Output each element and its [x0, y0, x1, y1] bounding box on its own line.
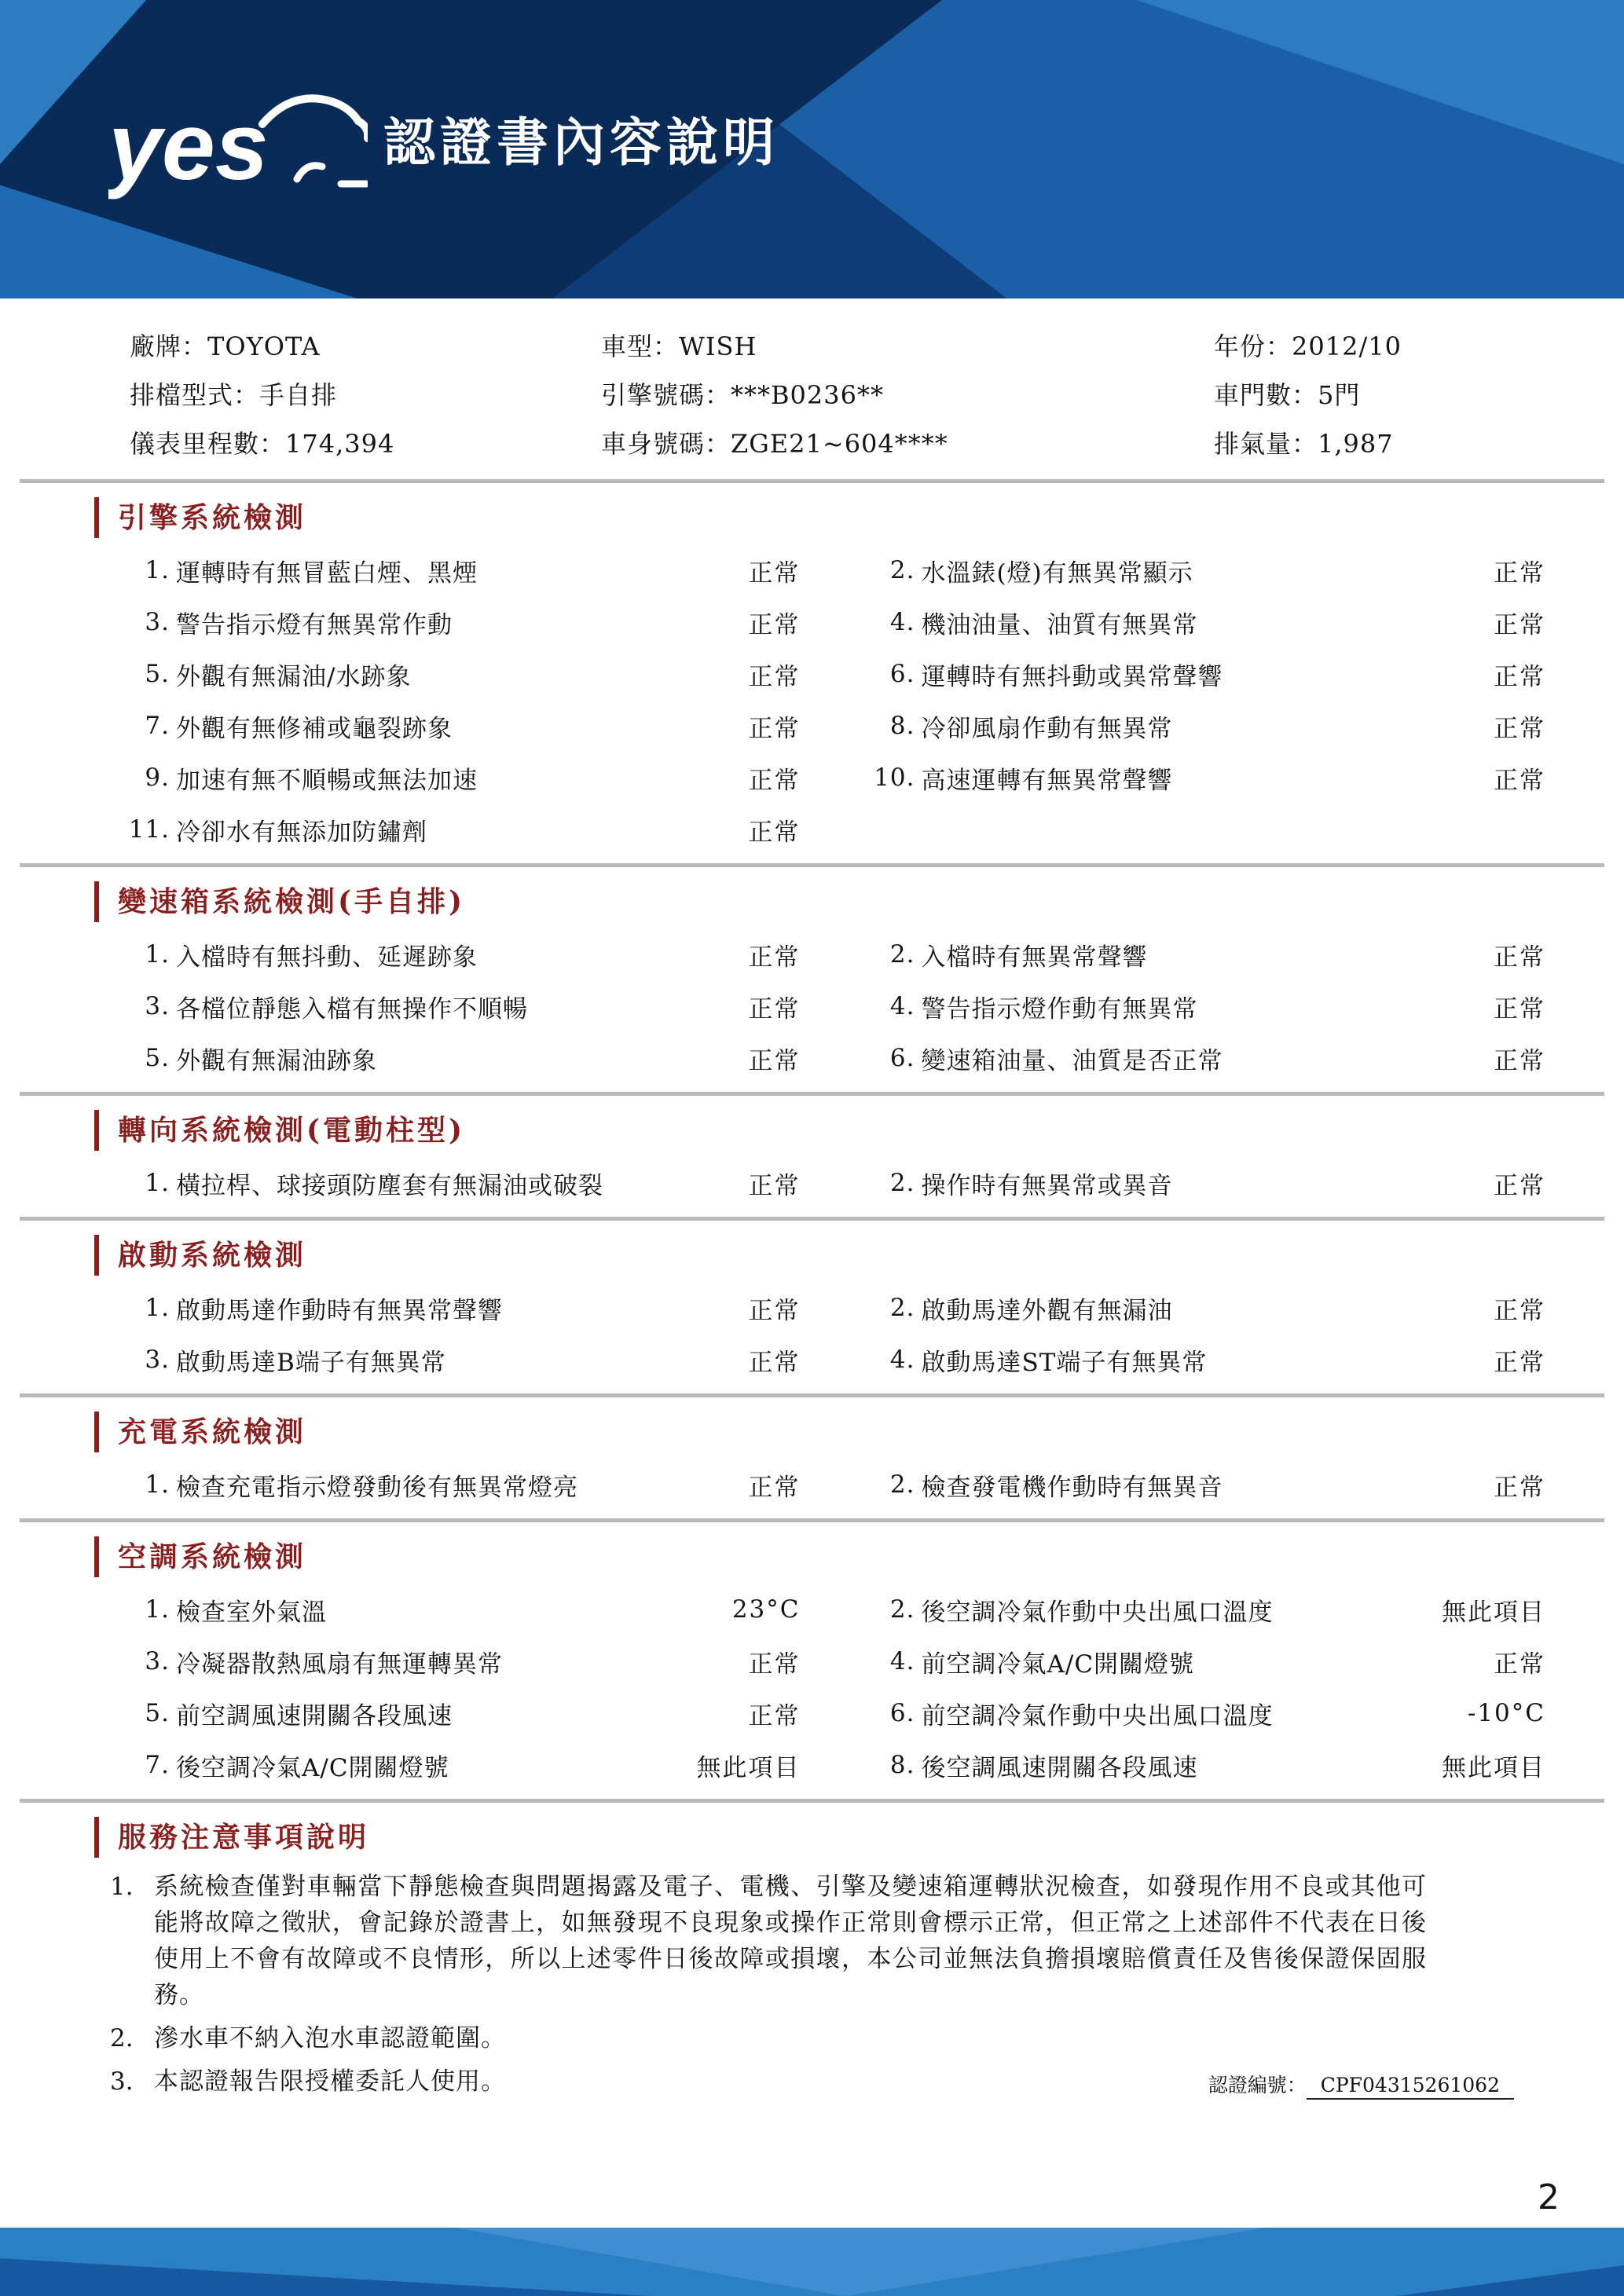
item-number: 3. — [145, 1346, 170, 1374]
item-number: 5. — [145, 1699, 170, 1727]
item-result: 正常 — [1494, 610, 1545, 639]
item-result: 正常 — [1494, 994, 1545, 1023]
item-number: 1. — [145, 1470, 170, 1499]
item-number: 2. — [889, 1294, 915, 1322]
item-result: 正常 — [748, 662, 801, 691]
sections-host — [0, 497, 1624, 1803]
section-title-transmission-system: 變速箱系統檢測(手自排) — [94, 881, 1624, 922]
inspection-item — [863, 596, 1546, 648]
item-result: 正常 — [1494, 1473, 1545, 1502]
inspection-item — [118, 648, 801, 700]
item-result: 正常 — [1494, 766, 1545, 795]
vehicle-info-item: 車型：WISH — [601, 331, 757, 361]
section-title-starter-system: 啟動系統檢測 — [94, 1235, 1624, 1276]
inspection-item — [863, 1687, 1546, 1739]
section-items-starter-system — [0, 1282, 1624, 1386]
inspection-item — [118, 1584, 801, 1635]
item-number: 7. — [145, 712, 170, 740]
vehicle-info-item: 排氣量：1,987 — [1214, 429, 1394, 459]
item-label: 入檔時有無抖動、延遲跡象 — [176, 943, 478, 972]
vehicle-info-item: 廠牌：TOYOTA — [130, 331, 321, 361]
item-label: 各檔位靜態入檔有無操作不順暢 — [176, 994, 528, 1023]
inspection-item — [118, 804, 801, 855]
inspection-item — [118, 1739, 801, 1791]
item-number: 1. — [145, 940, 170, 969]
item-number: 3. — [145, 608, 170, 636]
section-title-aircon-system: 空調系統檢測 — [94, 1536, 1624, 1577]
item-number: 8. — [889, 1751, 915, 1779]
section-items-transmission-system — [0, 928, 1624, 1084]
item-result: 無此項目 — [696, 1753, 801, 1782]
inspection-item — [118, 700, 801, 752]
item-label: 後空調冷氣A/C開關燈號 — [176, 1753, 449, 1782]
item-result: 正常 — [1494, 1296, 1545, 1325]
inspection-item — [863, 648, 1546, 700]
item-result: 正常 — [1494, 558, 1545, 588]
certificate-number-label: 認證編號： — [1208, 2074, 1307, 2096]
inspection-item — [863, 700, 1546, 752]
inspection-item — [863, 928, 1546, 980]
section-divider — [20, 1217, 1604, 1221]
certificate-number-value: CPF04315261062 — [1307, 2074, 1514, 2100]
inspection-item — [118, 1459, 801, 1511]
note-text: 本認證報告限授權委託人使用。 — [154, 2067, 506, 2096]
item-label: 橫拉桿、球接頭防塵套有無漏油或破裂 — [176, 1171, 603, 1200]
item-number: 2. — [889, 1470, 915, 1499]
item-label: 啟動馬達B端子有無異常 — [176, 1348, 446, 1377]
vehicle-info-item: 引擎號碼：***B0236** — [601, 380, 884, 410]
item-result: 正常 — [748, 558, 801, 588]
item-label: 前空調冷氣A/C開關燈號 — [921, 1650, 1195, 1679]
item-label: 水溫錶(燈)有無異常顯示 — [921, 558, 1193, 588]
item-result: 正常 — [1494, 1046, 1545, 1075]
inspection-item — [863, 1334, 1546, 1386]
item-result: 正常 — [1494, 1348, 1545, 1377]
inspection-item — [863, 1282, 1546, 1334]
vehicle-info-item: 車門數：5門 — [1214, 380, 1361, 410]
item-number: 5. — [145, 1044, 170, 1072]
notes-section — [0, 1817, 1624, 2100]
inspection-item — [118, 1334, 801, 1386]
section-title-steering-system: 轉向系統檢測(電動柱型) — [94, 1110, 1624, 1151]
note-text: 系統檢查僅對車輛當下靜態檢查與問題揭露及電子、電機、引擎及變速箱運轉狀況檢查，如發現作用不良或其他可能將故障之徵狀，會記錄於證書上，如無發現不良現象或操作正常則會標示正常，但正常之上述部件不代表在日後使用上不會有故障或不良情形，所以上述零件日後故障或損壞，本公司並無法負擔損壞賠償責任及售後保證保固服務。 — [154, 1873, 1427, 2009]
item-result: 正常 — [1494, 1650, 1545, 1679]
service-note — [110, 2063, 1514, 2100]
item-label: 外觀有無漏油/水跡象 — [176, 662, 412, 691]
inspection-item — [118, 1032, 801, 1084]
item-label: 啟動馬達作動時有無異常聲響 — [176, 1296, 503, 1325]
section-divider — [20, 479, 1604, 483]
item-label: 入檔時有無異常聲響 — [921, 943, 1148, 972]
inspection-item — [863, 1635, 1546, 1687]
item-result: 正常 — [748, 714, 801, 743]
item-label: 檢查發電機作動時有無異音 — [921, 1473, 1223, 1502]
inspection-item — [118, 1282, 801, 1334]
section-divider — [20, 1799, 1604, 1803]
section-divider — [20, 863, 1604, 867]
inspection-item — [863, 1032, 1546, 1084]
item-label: 冷凝器散熱風扇有無運轉異常 — [176, 1650, 503, 1679]
item-result: 正常 — [748, 1296, 801, 1325]
item-result: 正常 — [1494, 1171, 1545, 1200]
inspection-item — [863, 1584, 1546, 1635]
service-note — [110, 2020, 1514, 2056]
item-result: 正常 — [1494, 662, 1545, 691]
item-result: 正常 — [748, 766, 801, 795]
item-number: 4. — [889, 992, 915, 1020]
item-result: 正常 — [748, 1171, 801, 1200]
item-number: 6. — [889, 660, 915, 688]
inspection-item — [118, 544, 801, 596]
item-label: 前空調風速開關各段風速 — [176, 1701, 453, 1730]
item-label: 前空調冷氣作動中央出風口溫度 — [921, 1701, 1274, 1730]
section-items-steering-system — [0, 1157, 1624, 1209]
inspection-item — [863, 752, 1546, 804]
item-result: 正常 — [748, 1473, 801, 1502]
inspection-item — [118, 980, 801, 1032]
item-result: -10°C — [1467, 1699, 1545, 1727]
service-note — [110, 1869, 1514, 2013]
item-number: 4. — [889, 1346, 915, 1374]
page-header — [0, 0, 1624, 298]
section-title-service-notes: 服務注意事項說明 — [94, 1817, 1624, 1858]
item-label: 後空調冷氣作動中央出風口溫度 — [921, 1598, 1274, 1627]
item-result: 正常 — [748, 610, 801, 639]
note-number: 1. — [110, 1873, 134, 1901]
yes-logo-text: yes — [108, 93, 269, 200]
section-title-charging-system: 充電系統檢測 — [94, 1412, 1624, 1452]
inspection-item — [863, 980, 1546, 1032]
item-label: 操作時有無異常或異音 — [921, 1171, 1173, 1200]
item-number: 8. — [889, 712, 915, 740]
item-number: 4. — [889, 608, 915, 636]
section-divider — [20, 1092, 1604, 1096]
item-number: 3. — [145, 992, 170, 1020]
item-label: 檢查充電指示燈發動後有無異常燈亮 — [176, 1473, 578, 1502]
item-result: 正常 — [748, 994, 801, 1023]
item-result: 正常 — [748, 1046, 801, 1075]
certificate-number-line — [1208, 2070, 1514, 2100]
item-label: 高速運轉有無異常聲響 — [921, 766, 1173, 795]
item-label: 外觀有無漏油跡象 — [176, 1046, 377, 1075]
vehicle-info-item: 排檔型式：手自排 — [130, 380, 338, 410]
item-label: 機油油量、油質有無異常 — [921, 610, 1198, 639]
item-number: 2. — [889, 1595, 915, 1624]
item-result: 無此項目 — [1442, 1753, 1545, 1782]
page-title: 認證書內容說明 — [383, 112, 779, 173]
item-label: 運轉時有無抖動或異常聲響 — [921, 662, 1223, 691]
section-divider — [20, 1393, 1604, 1397]
vehicle-info-item: 儀表里程數：174,394 — [130, 429, 395, 459]
item-number: 6. — [889, 1044, 915, 1072]
item-result: 正常 — [1494, 943, 1545, 972]
item-number: 4. — [889, 1647, 915, 1675]
item-number: 10. — [874, 764, 915, 792]
item-number: 2. — [889, 940, 915, 969]
item-number: 9. — [145, 764, 170, 792]
vehicle-info-item: 車身號碼：ZGE21~604**** — [601, 429, 948, 459]
inspection-item — [118, 1157, 801, 1209]
yes-logo — [108, 79, 368, 211]
item-number: 3. — [145, 1647, 170, 1675]
page-number: 2 — [1538, 2177, 1560, 2217]
item-number: 2. — [889, 556, 915, 584]
inspection-item — [118, 596, 801, 648]
vehicle-info-item: 年份：2012/10 — [1214, 331, 1402, 361]
vehicle-info-grid — [0, 298, 1624, 479]
inspection-item — [118, 1687, 801, 1739]
item-label: 警告指示燈有無異常作動 — [176, 610, 453, 639]
note-text: 滲水車不納入泡水車認證範圍。 — [154, 2024, 506, 2052]
item-label: 加速有無不順暢或無法加速 — [176, 766, 478, 795]
note-number: 2. — [110, 2024, 134, 2052]
item-number: 2. — [889, 1169, 915, 1197]
note-number: 3. — [110, 2067, 134, 2096]
inspection-item — [118, 752, 801, 804]
yes-car-logo-icon — [108, 79, 368, 208]
item-label: 外觀有無修補或龜裂跡象 — [176, 714, 453, 743]
item-number: 1. — [145, 556, 170, 584]
item-label: 啟動馬達外觀有無漏油 — [921, 1296, 1173, 1325]
item-result: 正常 — [748, 1701, 801, 1730]
inspection-item — [118, 928, 801, 980]
item-label: 冷卻風扇作動有無異常 — [921, 714, 1173, 743]
item-result: 正常 — [748, 818, 801, 847]
item-number: 1. — [145, 1169, 170, 1197]
notes-list — [0, 1858, 1624, 2100]
item-label: 運轉時有無冒藍白煙、黑煙 — [176, 558, 478, 588]
section-items-charging-system — [0, 1459, 1624, 1511]
item-result: 正常 — [748, 1348, 801, 1377]
item-number: 5. — [145, 660, 170, 688]
inspection-item — [863, 1157, 1546, 1209]
item-number: 6. — [889, 1699, 915, 1727]
section-items-engine-system — [0, 544, 1624, 855]
item-number: 1. — [145, 1595, 170, 1624]
item-number: 11. — [128, 815, 170, 844]
inspection-item — [863, 1459, 1546, 1511]
item-label: 後空調風速開關各段風速 — [921, 1753, 1198, 1782]
inspection-item — [863, 1739, 1546, 1791]
item-result: 正常 — [748, 943, 801, 972]
section-items-aircon-system — [0, 1584, 1624, 1791]
item-label: 冷卻水有無添加防鏽劑 — [176, 818, 427, 847]
page-footer — [0, 2228, 1624, 2296]
item-label: 檢查室外氣溫 — [176, 1598, 327, 1627]
item-label: 變速箱油量、油質是否正常 — [921, 1046, 1223, 1075]
item-result: 無此項目 — [1442, 1598, 1545, 1627]
item-result: 23°C — [731, 1595, 801, 1624]
item-label: 警告指示燈作動有無異常 — [921, 994, 1198, 1023]
inspection-item — [863, 544, 1546, 596]
item-label: 啟動馬達ST端子有無異常 — [921, 1348, 1208, 1377]
item-number: 1. — [145, 1294, 170, 1322]
item-result: 正常 — [748, 1650, 801, 1679]
item-number: 7. — [145, 1751, 170, 1779]
inspection-item — [118, 1635, 801, 1687]
section-divider — [20, 1518, 1604, 1522]
section-title-engine-system: 引擎系統檢測 — [94, 497, 1624, 538]
item-result: 正常 — [1494, 714, 1545, 743]
